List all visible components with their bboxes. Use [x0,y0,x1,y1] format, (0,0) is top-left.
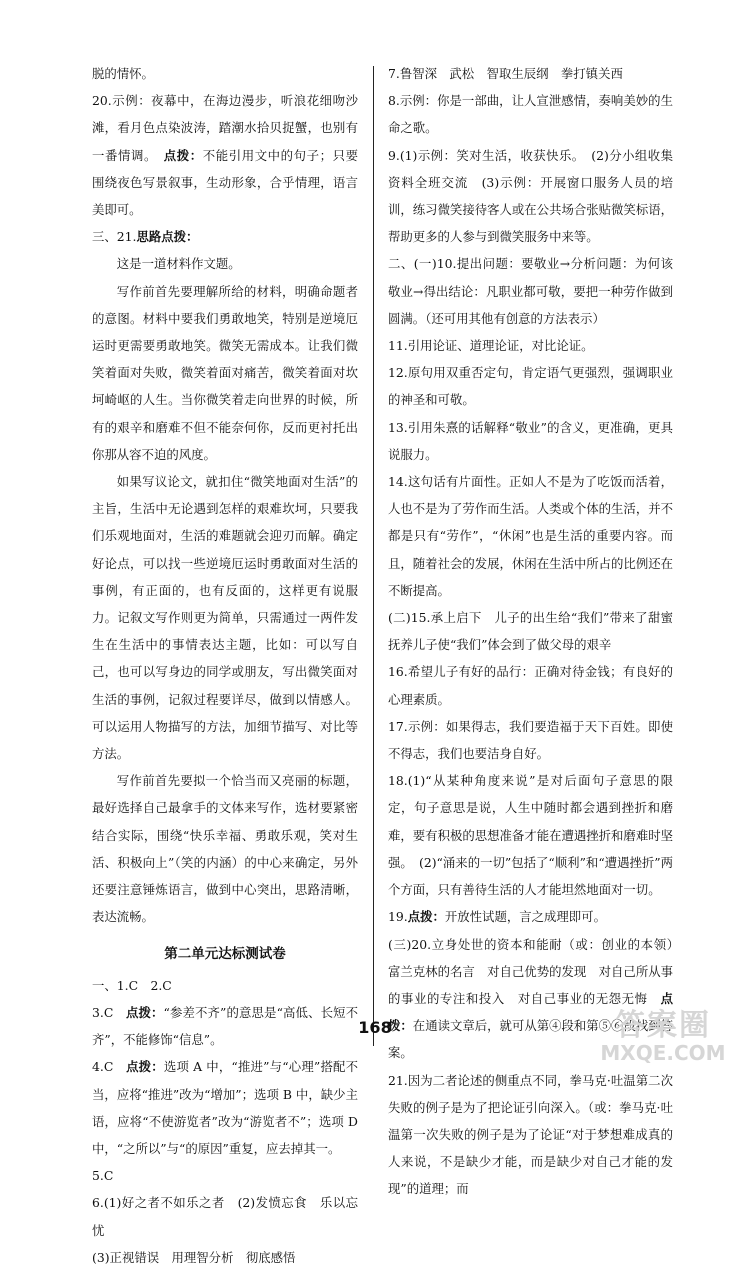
answer-13: 13.引用朱熹的话解释“敬业”的含义，更准确，更具说服力。 [388,419,673,462]
hint-label: 点拨： [126,1059,164,1075]
answer-12: 12.原句用双重否定句，肯定语气更强烈，强调职业的神圣和可敬。 [388,365,673,408]
answer-5: 5.C [92,1168,114,1184]
answer-15: (二)15.承上启下 儿子的出生给“我们”带来了甜蜜抚养儿子使“我们”体会到了做父母的艰辛 [388,610,673,653]
hint-label: 点拨： [163,147,203,163]
answer-8: 8.示例：你是一部曲，让人宣泄感情，奏响美妙的生命之歌。 [388,93,673,136]
answer-18: 18.(1)“从某种角度来说”是对后面句子意思的限定，句子意思是说，人生中随时都会遇到挫折和磨难，要有积极的思想准备才能在遭遇挫折和磨难时坚强。 (2)“涌来的一切”包括了“顺利”和“遭遇挫折”两个方面，只有善待生活的人才能坦然地面对一切。 [388,773,673,898]
hint-label: 点拨： [388,990,674,1034]
hint-label: 点拨： [407,909,445,925]
answer-20: 20.示例：夜幕中，在海边漫步，听浪花细吻沙滩，看月色点染波涛，踏潮水拾贝捉蟹，也别有一番情调。 点拨：不能引用文中的句子；只要围绕夜色写景叙事，生动形象，合乎情理，语言美即可。 [92,93,359,218]
answer-17: 17.示例：如果得志，我们要造福于天下百姓。即使不得志，我们也要洁身自好。 [388,718,673,762]
essay-note-2: 写作前首先要理解所给的材料，明确命题者的意图。材料中要我们勇敢地笑，特别是逆境厄运时更需要勇敢地笑。微笑无需成本。让我们微笑着面对失败，微笑着面对痛苦，微笑着面对坎坷崎岖的人生。当你微笑着走向世界的时候，所有的艰辛和磨难不但不能奈何你，反而更衬托出你那从容不迫的风度。 [92,283,358,462]
answer-7: 7.鲁智深 武松 智取生辰纲 拳打镇关西 [388,66,623,81]
hint-label: 思路点拨： [136,229,199,245]
answer-9: 9.(1)示例：笑对生活，收获快乐。 (2)分小组收集资料全班交流 (3)示例：开展窗口服务人员的培训，练习微笑接待客人或在公共场合张贴微笑标语，帮助更多的人参与到微笑服务中来等。 [388,147,673,245]
answer-21-right: 21.因为二者论述的侧重点不同，拳马克·吐温第二次失败的例子是为了把论证引向深入。（或：拳马克·吐温第一次失败的例子是为了论证“对于梦想难成真的人来说，不是缺少才能，而是缺少对自己才能的发现”的道理；而 [388,1072,673,1197]
column-divider [373,66,374,1046]
hint-label: 点拨： [125,1004,164,1020]
answer-21-heading: 三、21.思路点拨： [92,229,199,245]
answer-6-cont: (3)正视错误 用理智分析 彻底感悟 [92,1249,296,1265]
answer-3: 3.C 点拨：“参差不齐”的意思是“高低、长短不齐”，不能修饰“信息”。 [92,1004,359,1048]
answer-19: 19.点拨：开放性试题，言之成理即可。 [388,909,606,925]
section-title: 第二单元达标测试卷 [164,945,286,962]
essay-note-1: 这是一道材料作文题。 [116,256,241,272]
watermark-logo [588,1010,738,1066]
essay-note-4: 写作前首先要拟一个恰当而又亮丽的标题，最好选择自己最拿手的文体来写作，选材要紧密结合实际，围绕“快乐幸福、勇敢乐观，笑对生活、积极向上”（笑的内涵）的中心来确定，另外还要注意锤炼语言，做到中心突出，思路清晰，表达流畅。 [92,773,358,925]
answer-20-right: (三)20.立身处世的资本和能耐（或：创业的本领） 富兰克林的名言 对自己优势的发现 对自己所从事的事业的专注和投入 对自己事业的无怨无悔 点拨：在通读文章后，就可从第④段和第⑤⑥段找到答案。 [388,936,686,1061]
answer-1-2: 一、1.C 2.C [92,977,172,993]
answer-10: 二、(一)10.提出问题：要敬业→分析问题：为何该敬业→得出结论：凡职业都可敬，要把一种劳作做到圆满。（还可用其他有创意的方法表示） [388,256,673,326]
essay-note-3: 如果写议论文，就扣住“微笑地面对生活”的主旨，生活中无论遇到怎样的艰难坎坷，只要我们乐观地面对，生活的难题就会迎刃而解。确定好论点，可以找一些逆境厄运时勇敢面对生活的事例，有正面的，也有反面的，这样更有说服力。记叙文写作则更为简单，只需通过一两件发生在生活中的事情表达主题，比如：可以写自己，也可以写身边的同学或朋友，写出微笑面对生活的事例，记叙过程要详尽，做到以情感人。可以运用人物描写的方法，加细节描写、对比等方法。 [92,474,358,762]
answer-continuation: 脱的情怀。 [92,66,154,81]
answer-16: 16.希望儿子有好的品行：正确对待金钱；有良好的心理素质。 [388,664,673,707]
answer-14: 14.这句话有片面性。正如人不是为了吃饭而活着，人也不是为了劳作而生活。人类或个体的生活，并不都是只有“劳作”，“休闲”也是生活的重要内容。而且，随着社会的发展，休闲在生活中所占的比例还在不断提高。 [388,474,673,598]
left-column [92,60,358,1271]
watermark-url: MXQE.COM [600,1041,726,1065]
watermark-title: 答案圈 [615,1008,711,1043]
page-number: 168 [358,1018,392,1037]
answer-11: 11.引用论证、道理论证，对比论证。 [388,338,594,354]
answer-4: 4.C 点拨：选项 A 中，“推进”与“心理”搭配不当，应将“推进”改为“增加”；选项 B 中，缺少主语，应将“不使游览者”改为“游览者不”；选项 D 中，“之所以”与“的原因”重复，应去掉其一。 [92,1059,359,1156]
answer-6: 6.(1)好之者不如乐之者 (2)发愤忘食 乐以忘忧 [92,1195,358,1238]
